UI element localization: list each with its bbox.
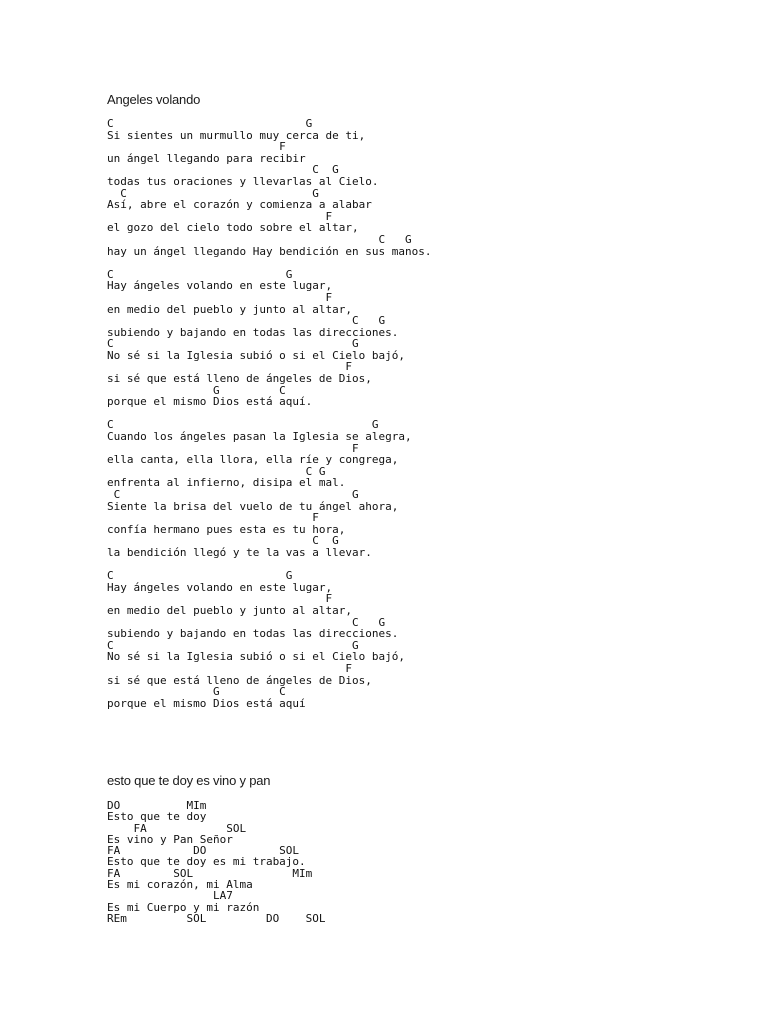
lyric-line: ella canta, ella llora, ella ríe y congrega, [107,453,399,467]
lyric-line: Si sientes un murmullo muy cerca de ti, [107,128,366,142]
chord-line: C G [107,464,326,478]
chord-line: C G [107,569,293,583]
lyric-line: porque el mismo Dios está aquí [107,696,306,710]
chord-line: C G [107,638,359,652]
chord-line: C G [107,615,386,629]
lyric-line: Hay ángeles volando en este lugar, [107,580,333,594]
chord-line: F [107,661,353,675]
chord-line: FA SOL MIm [107,866,313,880]
lyric-line: en medio del pueblo y junto al altar, [107,603,353,617]
chord-line: C G [107,488,359,501]
lyric-line: No sé si la Iglesia subió o si el Cielo bajó, [107,348,406,362]
song-lyrics-chords [107,800,326,924]
lyric-line: enfrenta al infierno, disipa el mal. [107,476,346,490]
blank-line [107,257,432,269]
lyric-line: Esto que te doy [107,810,207,824]
lyric-line: Siente la brisa del vuelo de tu ángel ahora, [107,499,399,513]
lyric-line: un ángel llegando para recibir [107,151,306,165]
lyric-line: todas tus oraciones y llevarlas al Cielo. [107,174,379,188]
lyric-line: subiendo y bajando en todas las direcciones. [107,325,399,339]
chord-line: G C [107,383,286,397]
chord-line: C G [107,117,313,130]
lyric-line: el gozo del cielo todo sobre el altar, [107,221,359,235]
lyric-line: Esto que te doy es mi trabajo. [107,855,306,869]
chord-line: F [107,511,319,525]
chord-line: C G [107,267,293,281]
chord-line: C G [107,232,412,246]
lyric-line: si sé que está lleno de ángeles de Dios, [107,372,372,386]
lyric-line: subiendo y bajando en todas las direcciones. [107,627,399,641]
lyric-line: Hay ángeles volando en este lugar, [107,279,333,293]
chord-line: DO MIm [107,799,207,812]
lyric-line: si sé que está lleno de ángeles de Dios, [107,673,372,687]
chord-line: F [107,140,286,154]
chord-line: FA SOL [107,821,247,835]
lyric-line: confía hermano pues esta es tu hora, [107,522,346,536]
lyric-line: Es mi Cuerpo y mi razón [107,900,260,914]
lyric-line: porque el mismo Dios está aquí. [107,395,313,409]
chord-line: F [107,360,353,374]
chord-line: F [107,441,359,455]
song-title: esto que te doy es vino y pan [107,773,271,788]
lyric-line: la bendición llegó y te la vas a llevar. [107,545,372,559]
song-title: Angeles volando [107,92,201,107]
chord-line: LA7 [107,889,233,903]
lyric-line: en medio del pueblo y junto al altar, [107,302,353,316]
chord-line: C G [107,163,339,177]
lyric-line: Es vino y Pan Señor [107,832,233,846]
lyric-line: hay un ángel llegando Hay bendición en sus manos. [107,244,432,258]
chord-line: FA DO SOL [107,844,300,858]
chord-line: F [107,290,333,304]
chord-line: REm SOL DO SOL [107,911,326,925]
chord-line: F [107,592,333,606]
chord-line: C G [107,186,319,200]
lyric-line: Es mi corazón, mi Alma [107,878,253,892]
chord-line: G C [107,685,286,699]
chord-line: F [107,209,333,223]
chord-line: C G [107,534,339,548]
chord-line: C G [107,418,379,432]
lyric-line: No sé si la Iglesia subió o si el Cielo bajó, [107,650,406,664]
chord-line: C G [107,337,359,351]
song-lyrics-chords [107,118,432,709]
lyric-line: Cuando los ángeles pasan la Iglesia se alegra, [107,430,412,444]
chord-line: C G [107,314,386,328]
lyric-line: Así, abre el corazón y comienza a alabar [107,198,372,212]
